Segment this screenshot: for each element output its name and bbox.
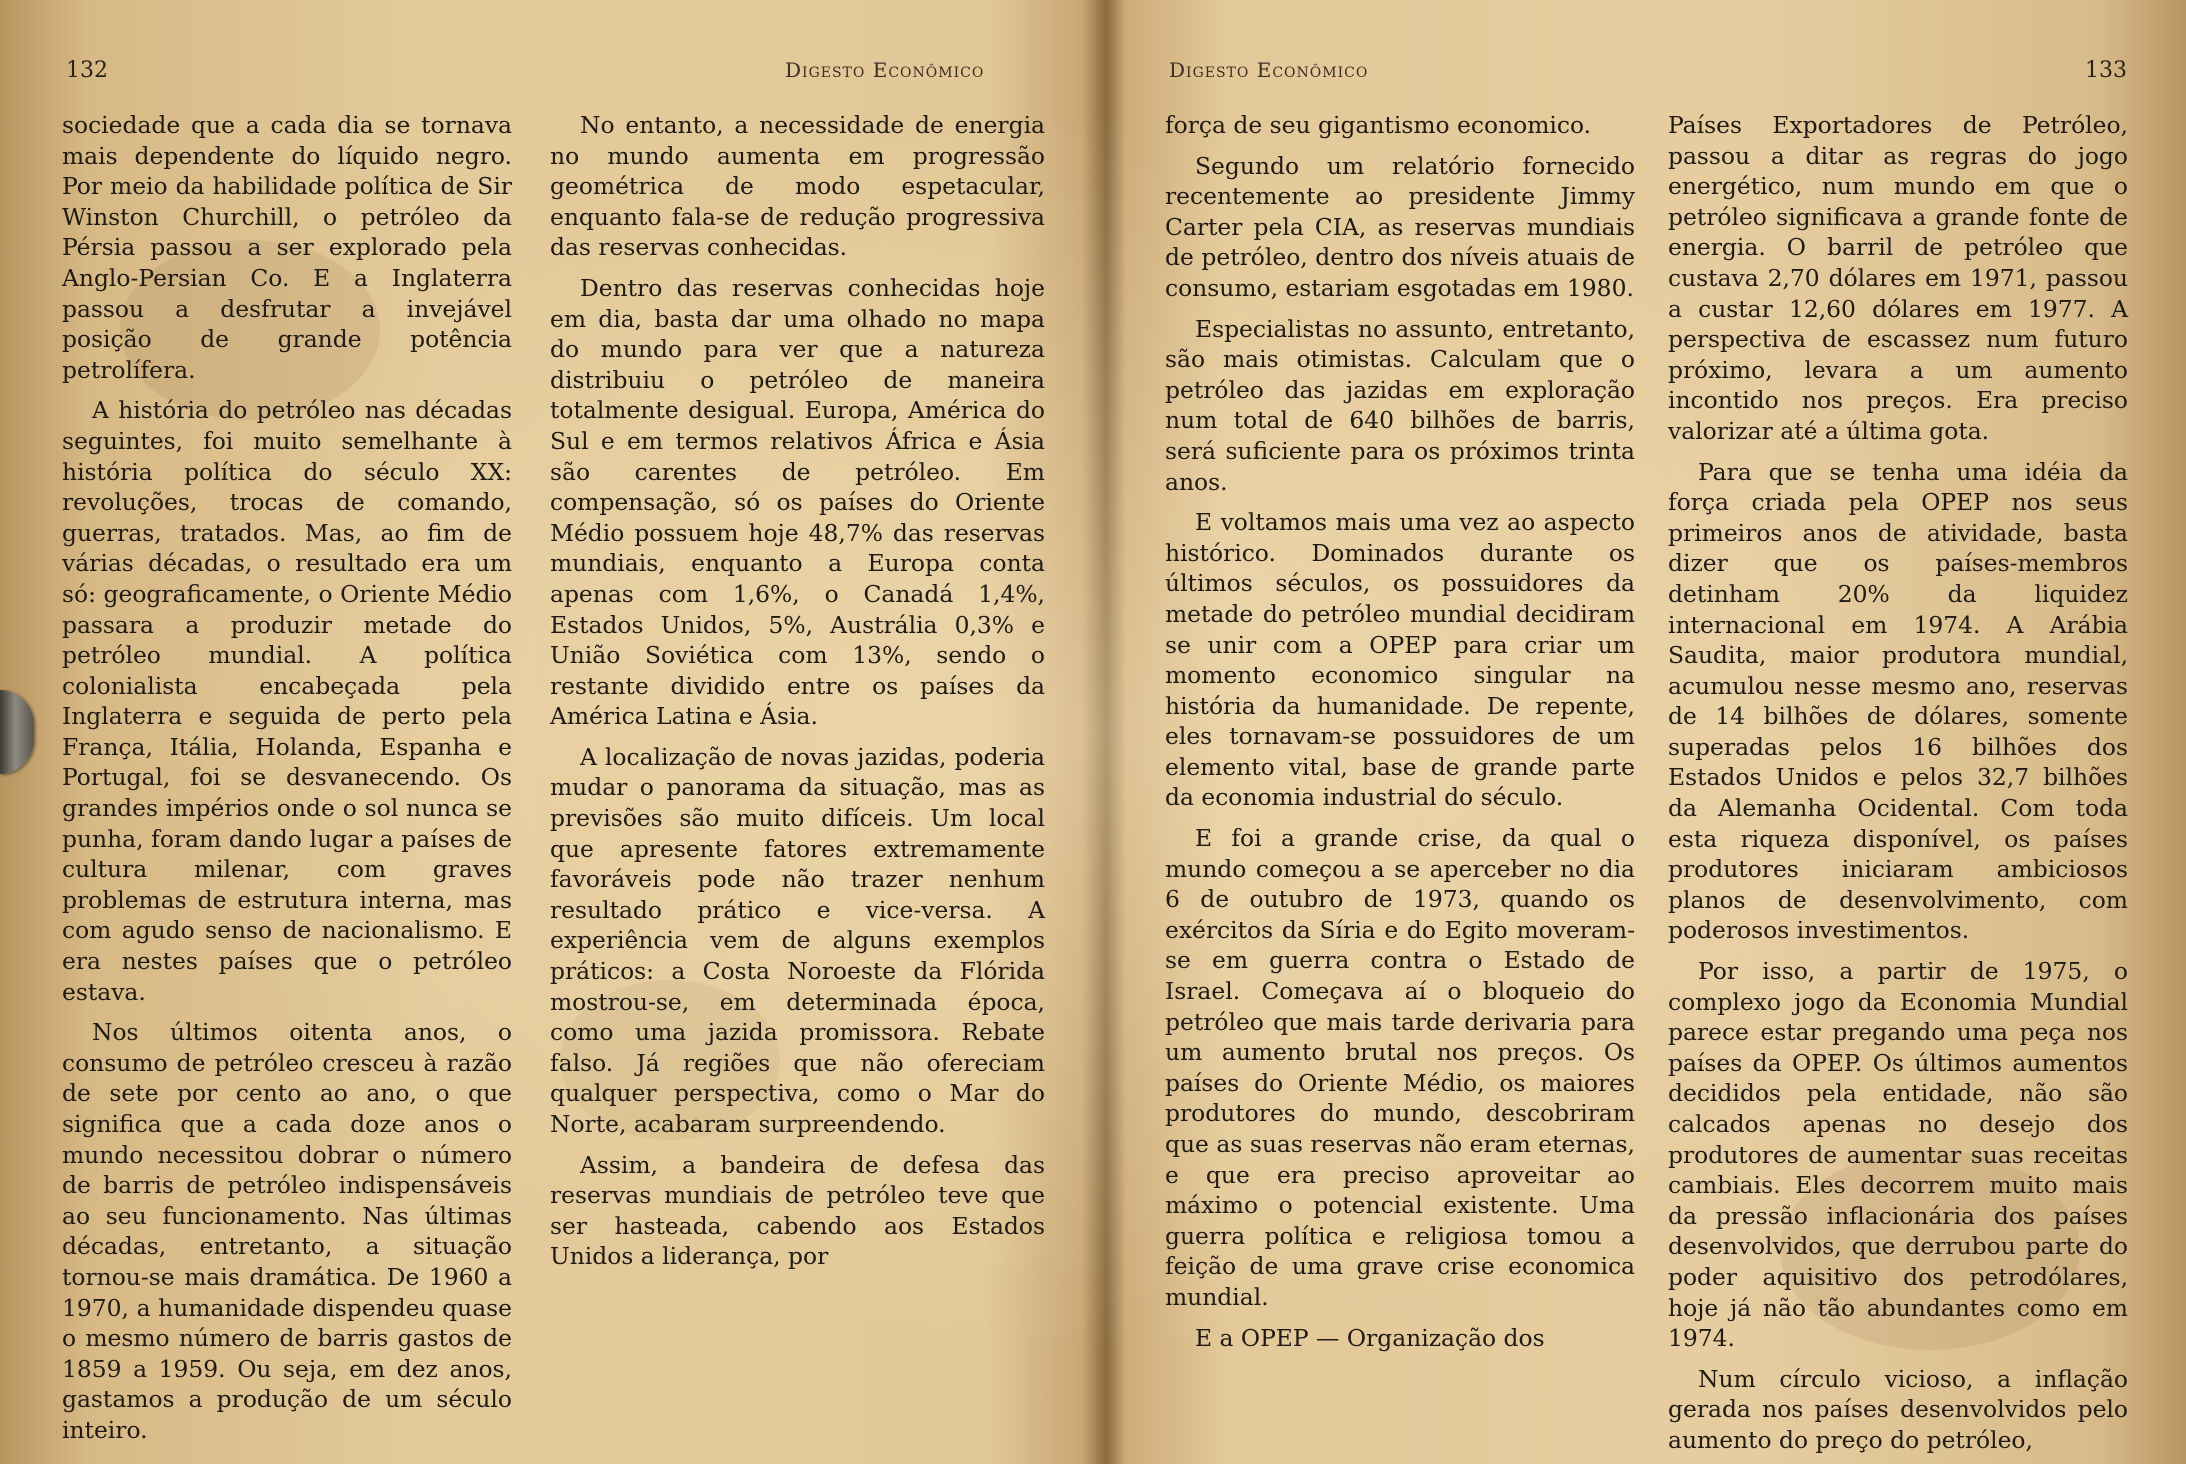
paragraph: Especialistas no assunto, entretanto, são mais otimistas. Calculam que o petróleo das jazidas em exploração num total de 640 bilhões de barris, será suficiente para os próximos trinta anos. [1165,314,1635,496]
page-number-right: 133 [2085,58,2127,83]
page-number-left: 132 [66,58,108,83]
right-page-column-1 [1165,110,1635,1353]
left-page-column-1 [62,110,512,1446]
running-head-right: Digesto Econômico [1169,58,1369,82]
paragraph: Países Exportadores de Petróleo, passou a ditar as regras do jogo energético, num mundo em que o petróleo significava a grande fonte de energia. O barril de petróleo que custava 2,70 dólares em 1971, passou a custar 12,60 dólares em 1977. A perspectiva de escassez num futuro próximo, levara a um aumento incontido nos preços. Era preciso valorizar até a última gota. [1668,111,2128,445]
right-page-column-2 [1668,110,2128,1456]
paragraph: Dentro das reservas conhecidas hoje em dia, basta dar uma olhado no mapa do mundo para ver que a natureza distribuiu o petróleo de maneira totalmente desigual. Europa, América do Sul e em termos relativos África e Ásia são carentes de petróleo. Em compensação, só os países do Oriente Médio possuem hoje 48,7% das reservas mundiais, enquanto a Europa conta apenas com 1,6%, o Canadá 1,4%, Estados Unidos, 5%, Austrália 0,3% e União Soviética com 13%, sendo o restante dividido entre os países da América Latina e Ásia. [550,273,1045,731]
paragraph: Segundo um relatório fornecido recentemente ao presidente Jimmy Carter pela CIA, as reservas mundiais de petróleo, dentro dos níveis atuais de consumo, estariam esgotadas em 1980. [1165,151,1635,302]
paragraph: E foi a grande crise, da qual o mundo começou a se aperceber no dia 6 de outubro de 1973, quando os exércitos da Síria e do Egito moveram-se em guerra contra o Estado de Israel. Começava aí o bloqueio do petróleo que mais tarde derivaria para um aumento brutal nos preços. Os países do Oriente Médio, os maiores produtores do mundo, descobriram que as suas reservas não eram eternas, e que era preciso aproveitar ao máximo o potencial existente. Uma guerra política e religiosa tomou a feição de uma grave crise economica mundial. [1165,824,1635,1311]
paragraph: E a OPEP — Organização dos [1195,1323,1545,1352]
paragraph: Assim, a bandeira de defesa das reservas mundiais de petróleo teve que ser hasteada, cabendo aos Estados Unidos a liderança, por [550,1150,1045,1271]
paragraph: E voltamos mais uma vez ao aspecto histórico. Dominados durante os últimos séculos, os possuidores da metade do petróleo mundial decidiram se unir com a OPEP para criar um momento economico singular na história da humanidade. De repente, eles tornavam-se possuidores de um elemento vital, base de grande parte da economia industrial do século. [1165,508,1635,812]
paragraph: Nos últimos oitenta anos, o consumo de petróleo cresceu à razão de sete por cento ao ano, o que significa que a cada doze anos o mundo necessitou dobrar o número de barris de petróleo indispensáveis ao seu funcionamento. Nas últimas décadas, entretanto, a situação tornou-se mais dramática. De 1960 a 1970, a humanidade dispendeu quase o mesmo número de barris gastos de 1859 a 1959. Ou seja, em dez anos, gastamos a produção de um século inteiro. [62,1018,512,1444]
left-page-column-2 [550,110,1045,1272]
paragraph: força de seu gigantismo economico. [1165,111,1592,139]
paragraph: Para que se tenha uma idéia da força criada pela OPEP nos seus primeiros anos de atividade, basta dizer que os países-membros detinham 20% da liquidez internacional em 1974. A Arábia Saudita, maior produtora mundial, acumulou nesse mesmo ano, reservas de 14 bilhões de dólares, somente superadas pelos 16 bilhões dos Estados Unidos e pelos 32,7 bilhões da Alemanha Ocidental. Com toda esta riqueza disponível, os países produtores iniciaram ambiciosos planos de desenvolvimento, com poderosos investimentos. [1668,457,2128,945]
paragraph: Num círculo vicioso, a inflação gerada nos países desenvolvidos pelo aumento do preço do petróleo, [1668,1364,2128,1454]
paragraph: A história do petróleo nas décadas seguintes, foi muito semelhante à história política do século XX: revoluções, trocas de comando, guerras, tratados. Mas, ao fim de várias décadas, o resultado era um só: geograficamente, o Oriente Médio passara a produzir metade do petróleo mundial. A política colonialista encabeçada pela Inglaterra e seguida de perto pela França, Itália, Holanda, Espanha e Portugal, foi se desvanecendo. Os grandes impérios onde o sol nunca se punha, foram dando lugar a países de cultura milenar, com graves problemas de estrutura interna, mas com agudo senso de nacionalismo. E era nestes países que o petróleo estava. [62,396,512,1006]
right-page [1093,0,2186,1464]
paragraph: No entanto, a necessidade de energia no mundo aumenta em progressão geométrica de modo espetacular, enquanto fala-se de redução progressiva das reservas conhecidas. [550,111,1045,262]
paragraph: A localização de novas jazidas, poderia mudar o panorama da situação, mas as previsões são muito difíceis. Um local que apresente fatores extremamente favoráveis pode não trazer nenhum resultado prático e vice-versa. A experiência vem de alguns exemplos práticos: a Costa Noroeste da Flórida mostrou-se, em determinada época, como uma jazida promissora. Rebate falso. Já regiões que não ofereciam qualquer perspectiva, como o Mar do Norte, acabaram surpreendendo. [550,742,1045,1138]
paragraph: Por isso, a partir de 1975, o complexo jogo da Economia Mundial parece estar pregando uma peça nos países da OPEP. Os últimos aumentos decididos pela entidade, não são calcados apenas no desejo dos produtores de aumentar suas receitas cambiais. Eles decorrem muito mais da pressão inflacionária dos países desenvolvidos, que derrubou parte do poder aquisitivo dos petrodólares, hoje já não tão abundantes como em 1974. [1668,957,2128,1353]
paragraph: sociedade que a cada dia se tornava mais dependente do líquido negro. Por meio da habilidade política de Sir Winston Churchill, o petróleo da Pérsia passou a ser explorado pela Anglo-Persian Co. E a Inglaterra passou a desfrutar a invejável posição de grande potência petrolífera. [62,111,512,384]
running-head-left: Digesto Econômico [785,58,985,82]
